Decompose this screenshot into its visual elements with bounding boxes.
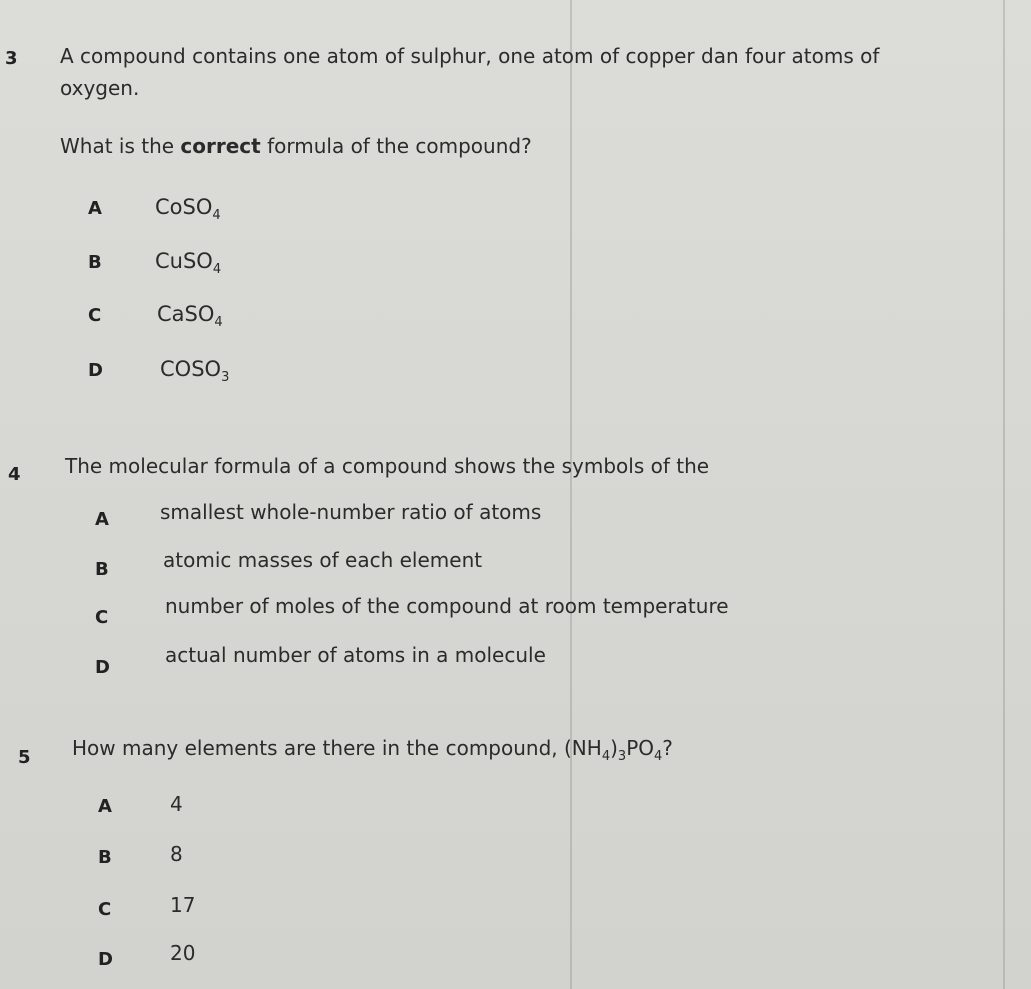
option-text: smallest whole-number ratio of atoms <box>160 500 542 524</box>
paper-fold-line <box>570 0 572 989</box>
option-letter: B <box>98 847 112 868</box>
option-letter: D <box>98 949 113 970</box>
option-text: number of moles of the compound at room temperature <box>165 594 729 618</box>
option-letter: C <box>98 899 112 920</box>
question-number: 3 <box>5 48 18 69</box>
option-letter: C <box>88 305 102 326</box>
option-letter: B <box>95 559 109 580</box>
option-letter: A <box>88 198 102 219</box>
option-text: 17 <box>170 893 196 917</box>
option-text: 20 <box>170 941 196 965</box>
question-number: 4 <box>8 464 21 485</box>
prompt-emphasis: correct <box>180 134 261 158</box>
option-text: atomic masses of each element <box>163 548 483 572</box>
option-text: 4 <box>170 792 183 816</box>
stem-line-1: A compound contains one atom of sulphur, one atom of copper dan four atoms of <box>60 44 880 68</box>
option-text: actual number of atoms in a molecule <box>165 643 546 667</box>
option-letter: C <box>95 607 109 628</box>
paper-fold-line <box>1003 0 1005 989</box>
question-stem <box>72 732 673 768</box>
option-letter: B <box>88 252 102 273</box>
option-letter: A <box>95 509 109 530</box>
prompt-text: What is the <box>60 134 181 158</box>
question-stem: The molecular formula of a compound shows the symbols of the <box>65 454 710 478</box>
compound-formula: $(NH_4)_3PO_4$? <box>564 736 673 764</box>
prompt-text-end: formula of the compound? <box>260 134 532 158</box>
question-stem <box>60 40 960 104</box>
option-letter: A <box>98 796 112 817</box>
stem-text: How many elements are there in the compound, <box>72 736 564 760</box>
option-letter: D <box>88 360 103 381</box>
option-formula: CaSO$_4$ <box>157 302 223 331</box>
option-formula: CuSO$_4$ <box>155 249 222 278</box>
stem-line-2: oxygen. <box>60 76 140 100</box>
question-number: 5 <box>18 747 31 768</box>
question-prompt <box>60 130 532 162</box>
option-formula: CoSO$_4$ <box>155 195 221 224</box>
option-letter: D <box>95 657 110 678</box>
option-text: 8 <box>170 842 183 866</box>
option-formula: $COSO_3$ <box>160 357 230 386</box>
